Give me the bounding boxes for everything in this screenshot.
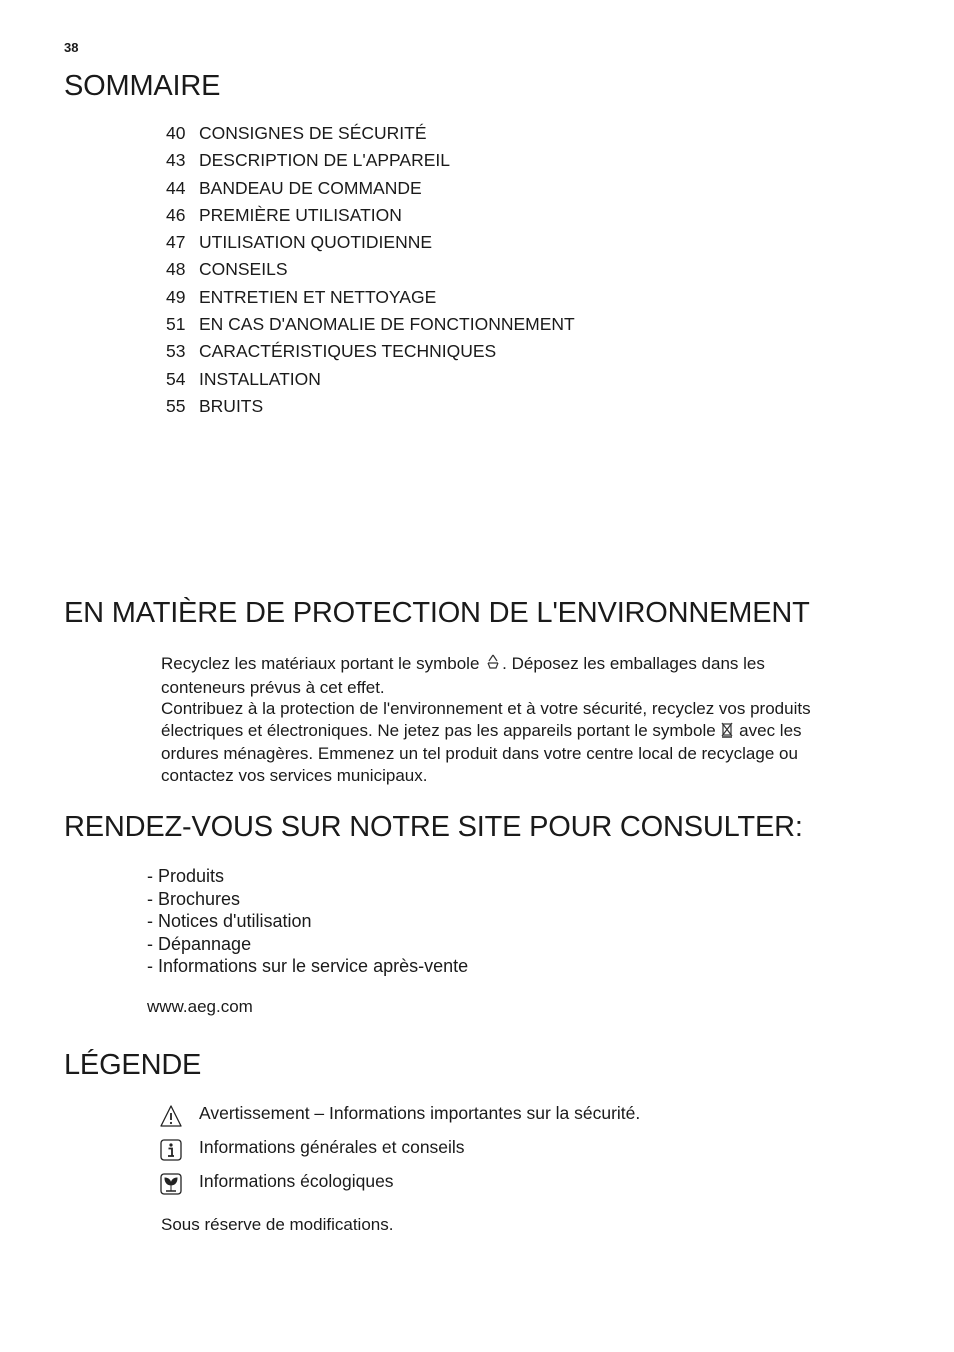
environment-text: avec les (739, 720, 802, 740)
toc-page-number: 40 (166, 123, 186, 143)
toc-label: CONSIGNES DE SÉCURITÉ (199, 123, 427, 143)
toc-item[interactable] (166, 175, 575, 202)
toc-item[interactable] (166, 147, 575, 174)
environment-line: contactez vos services municipaux. (161, 765, 428, 785)
environment-line: Contribuez à la protection de l'environnement et à votre sécurité, recyclez vos produits (161, 699, 811, 718)
environment-line (161, 720, 896, 744)
toc-item[interactable] (166, 311, 575, 338)
toc-page-number: 54 (166, 368, 186, 389)
toc-label: BRUITS (199, 395, 264, 416)
website-heading: RENDEZ-VOUS SUR NOTRE SITE POUR CONSULTER: (64, 811, 803, 843)
page-number: 38 (64, 40, 79, 55)
toc-label: DESCRIPTION DE L'APPAREIL (199, 150, 450, 171)
environment-line: ordures ménagères. Emmenez un tel produit dans votre centre local de recyclage ou (161, 744, 798, 763)
toc-label: CONSEILS (199, 259, 288, 280)
toc-item[interactable] (166, 393, 575, 420)
toc-page-number: 44 (166, 177, 186, 198)
list-item: - Informations sur le service après-vente (147, 956, 469, 977)
toc-page-number: 51 (166, 314, 186, 335)
toc-item[interactable] (166, 202, 575, 229)
toc-label: BANDEAU DE COMMANDE (199, 177, 422, 198)
list-item: - Dépannage (147, 933, 252, 954)
toc-label: INSTALLATION (199, 368, 321, 389)
toc-item[interactable] (166, 366, 575, 393)
toc-item[interactable] (166, 256, 575, 283)
environment-text: . Déposez les emballages dans les (502, 654, 765, 674)
environment-line (161, 653, 896, 677)
toc-label: ENTRETIEN ET NETTOYAGE (199, 286, 437, 307)
legend-text: Avertissement – Informations importantes sur la sécurité. (199, 1103, 641, 1123)
toc-item[interactable] (166, 229, 575, 256)
environment-heading: EN MATIÈRE DE PROTECTION DE L'ENVIRONNEMENT (64, 597, 810, 629)
info-icon (159, 1138, 183, 1162)
environment-text: électriques et électroniques. Ne jetez pas les appareils portant le symbole (161, 720, 716, 740)
toc-label: EN CAS D'ANOMALIE DE FONCTIONNEMENT (199, 314, 575, 335)
footer-note: Sous réserve de modifications. (161, 1215, 394, 1234)
crossed-bin-icon (720, 720, 734, 744)
toc-item[interactable] (166, 120, 575, 147)
toc-label: UTILISATION QUOTIDIENNE (199, 232, 433, 253)
list-item: - Produits (147, 866, 225, 886)
toc-page-number: 49 (166, 286, 186, 307)
toc-page-number: 47 (166, 232, 186, 253)
toc-item[interactable] (166, 284, 575, 311)
website-topics-list (147, 865, 468, 978)
list-item: - Brochures (147, 888, 241, 909)
toc-page-number: 48 (166, 259, 186, 280)
legend-text: Informations générales et conseils (199, 1137, 465, 1157)
legend-text: Informations écologiques (199, 1171, 394, 1191)
environment-line: conteneurs prévus à cet effet. (161, 677, 385, 697)
warning-triangle-icon (159, 1104, 183, 1128)
toc-page-number: 46 (166, 204, 186, 225)
table-of-contents (166, 120, 575, 420)
sommaire-heading: SOMMAIRE (64, 70, 221, 102)
toc-page-number: 53 (166, 341, 186, 362)
eco-icon (159, 1172, 183, 1196)
recycle-icon (484, 653, 502, 677)
list-item: - Notices d'utilisation (147, 911, 312, 932)
toc-page-number: 43 (166, 150, 186, 171)
toc-label: PREMIÈRE UTILISATION (199, 204, 402, 225)
environment-paragraph (161, 653, 896, 786)
legende-heading: LÉGENDE (64, 1049, 202, 1081)
toc-item[interactable] (166, 338, 575, 365)
toc-page-number: 55 (166, 395, 186, 416)
toc-label: CARACTÉRISTIQUES TECHNIQUES (199, 341, 497, 362)
environment-text: Recyclez les matériaux portant le symbole (161, 654, 480, 674)
website-link[interactable]: www.aeg.com (147, 997, 253, 1016)
